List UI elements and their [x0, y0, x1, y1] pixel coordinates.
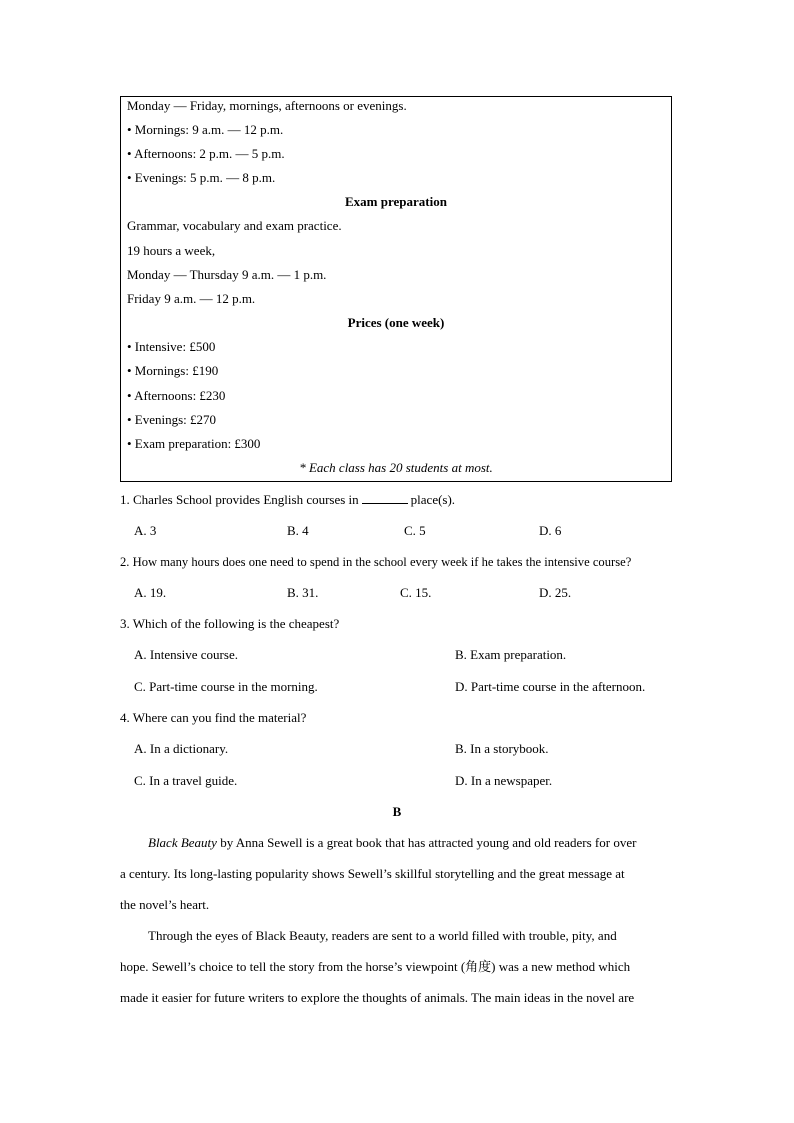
q3-option-d[interactable]: D. Part-time course in the afternoon.: [455, 679, 646, 694]
price-intensive: • Intensive: £500: [127, 339, 216, 354]
exam-description: Grammar, vocabulary and exam practice.: [127, 218, 342, 233]
book-title: Black Beauty: [148, 835, 217, 850]
question-1-text-end: place(s).: [410, 492, 456, 507]
exam-preparation-heading: Exam preparation: [345, 194, 447, 209]
price-evenings: • Evenings: £270: [127, 412, 217, 427]
exam-mon-thu: Monday — Thursday 9 a.m. — 1 p.m.: [127, 267, 327, 282]
exam-friday: Friday 9 a.m. — 12 p.m.: [127, 291, 256, 306]
q3-option-b[interactable]: B. Exam preparation.: [455, 647, 567, 662]
paragraph-2-line-1: Through the eyes of Black Beauty, readers are sent to a world filled with trouble, pity, and: [148, 928, 617, 943]
mornings-line: • Mornings: 9 a.m. — 12 p.m.: [127, 122, 284, 137]
paragraph-1-line-2: a century. Its long-lasting popularity shows Sewell’s skillful storytelling and the great message at: [120, 866, 625, 881]
q3-option-c[interactable]: C. Part-time course in the morning.: [134, 679, 318, 694]
price-afternoons: • Afternoons: £230: [127, 388, 226, 403]
q2-option-d[interactable]: D. 25.: [539, 585, 572, 600]
section-b-heading: B: [392, 804, 402, 819]
evenings-line: • Evenings: 5 p.m. — 8 p.m.: [127, 170, 276, 185]
question-3: 3. Which of the following is the cheapest?: [120, 616, 340, 631]
q2-option-a[interactable]: A. 19.: [134, 585, 167, 600]
paragraph-1-line-1: [120, 835, 674, 851]
afternoons-line: • Afternoons: 2 p.m. — 5 p.m.: [127, 146, 285, 161]
course-info-box: [120, 96, 672, 482]
price-mornings: • Mornings: £190: [127, 363, 219, 378]
q1-option-b[interactable]: B. 4: [287, 523, 309, 538]
q4-option-d[interactable]: D. In a newspaper.: [455, 773, 553, 788]
answer-blank: [362, 492, 408, 504]
class-size-note: * Each class has 20 students at most.: [299, 460, 493, 475]
q2-option-b[interactable]: B. 31.: [287, 585, 319, 600]
paragraph-1-line-1-text: by Anna Sewell is a great book that has attracted young and old readers for over: [216, 835, 637, 850]
schedule-line: Monday — Friday, mornings, afternoons or evenings.: [127, 98, 407, 113]
q4-option-c[interactable]: C. In a travel guide.: [134, 773, 238, 788]
prices-heading: Prices (one week): [347, 315, 445, 330]
q3-option-a[interactable]: A. Intensive course.: [134, 647, 238, 662]
q1-option-c[interactable]: C. 5: [404, 523, 426, 538]
question-1-text: 1. Charles School provides English courses in: [120, 492, 359, 507]
q4-option-b[interactable]: B. In a storybook.: [455, 741, 549, 756]
exam-hours: 19 hours a week,: [127, 243, 216, 258]
paragraph-2-line-2: hope. Sewell’s choice to tell the story from the horse’s viewpoint (角度) was a new method which: [120, 959, 631, 974]
question-1: [120, 492, 455, 508]
q4-option-a[interactable]: A. In a dictionary.: [134, 741, 229, 756]
q1-option-d[interactable]: D. 6: [539, 523, 562, 538]
question-4: 4. Where can you find the material?: [120, 710, 307, 725]
q2-option-c[interactable]: C. 15.: [400, 585, 432, 600]
q1-option-a[interactable]: A. 3: [134, 523, 157, 538]
price-exam: • Exam preparation: £300: [127, 436, 261, 451]
question-2: 2. How many hours does one need to spend in the school every week if he takes the intensive course?: [120, 555, 632, 569]
paragraph-1-line-3: the novel’s heart.: [120, 897, 210, 912]
paragraph-2-line-3: made it easier for future writers to explore the thoughts of animals. The main ideas in the novel are: [120, 990, 635, 1005]
